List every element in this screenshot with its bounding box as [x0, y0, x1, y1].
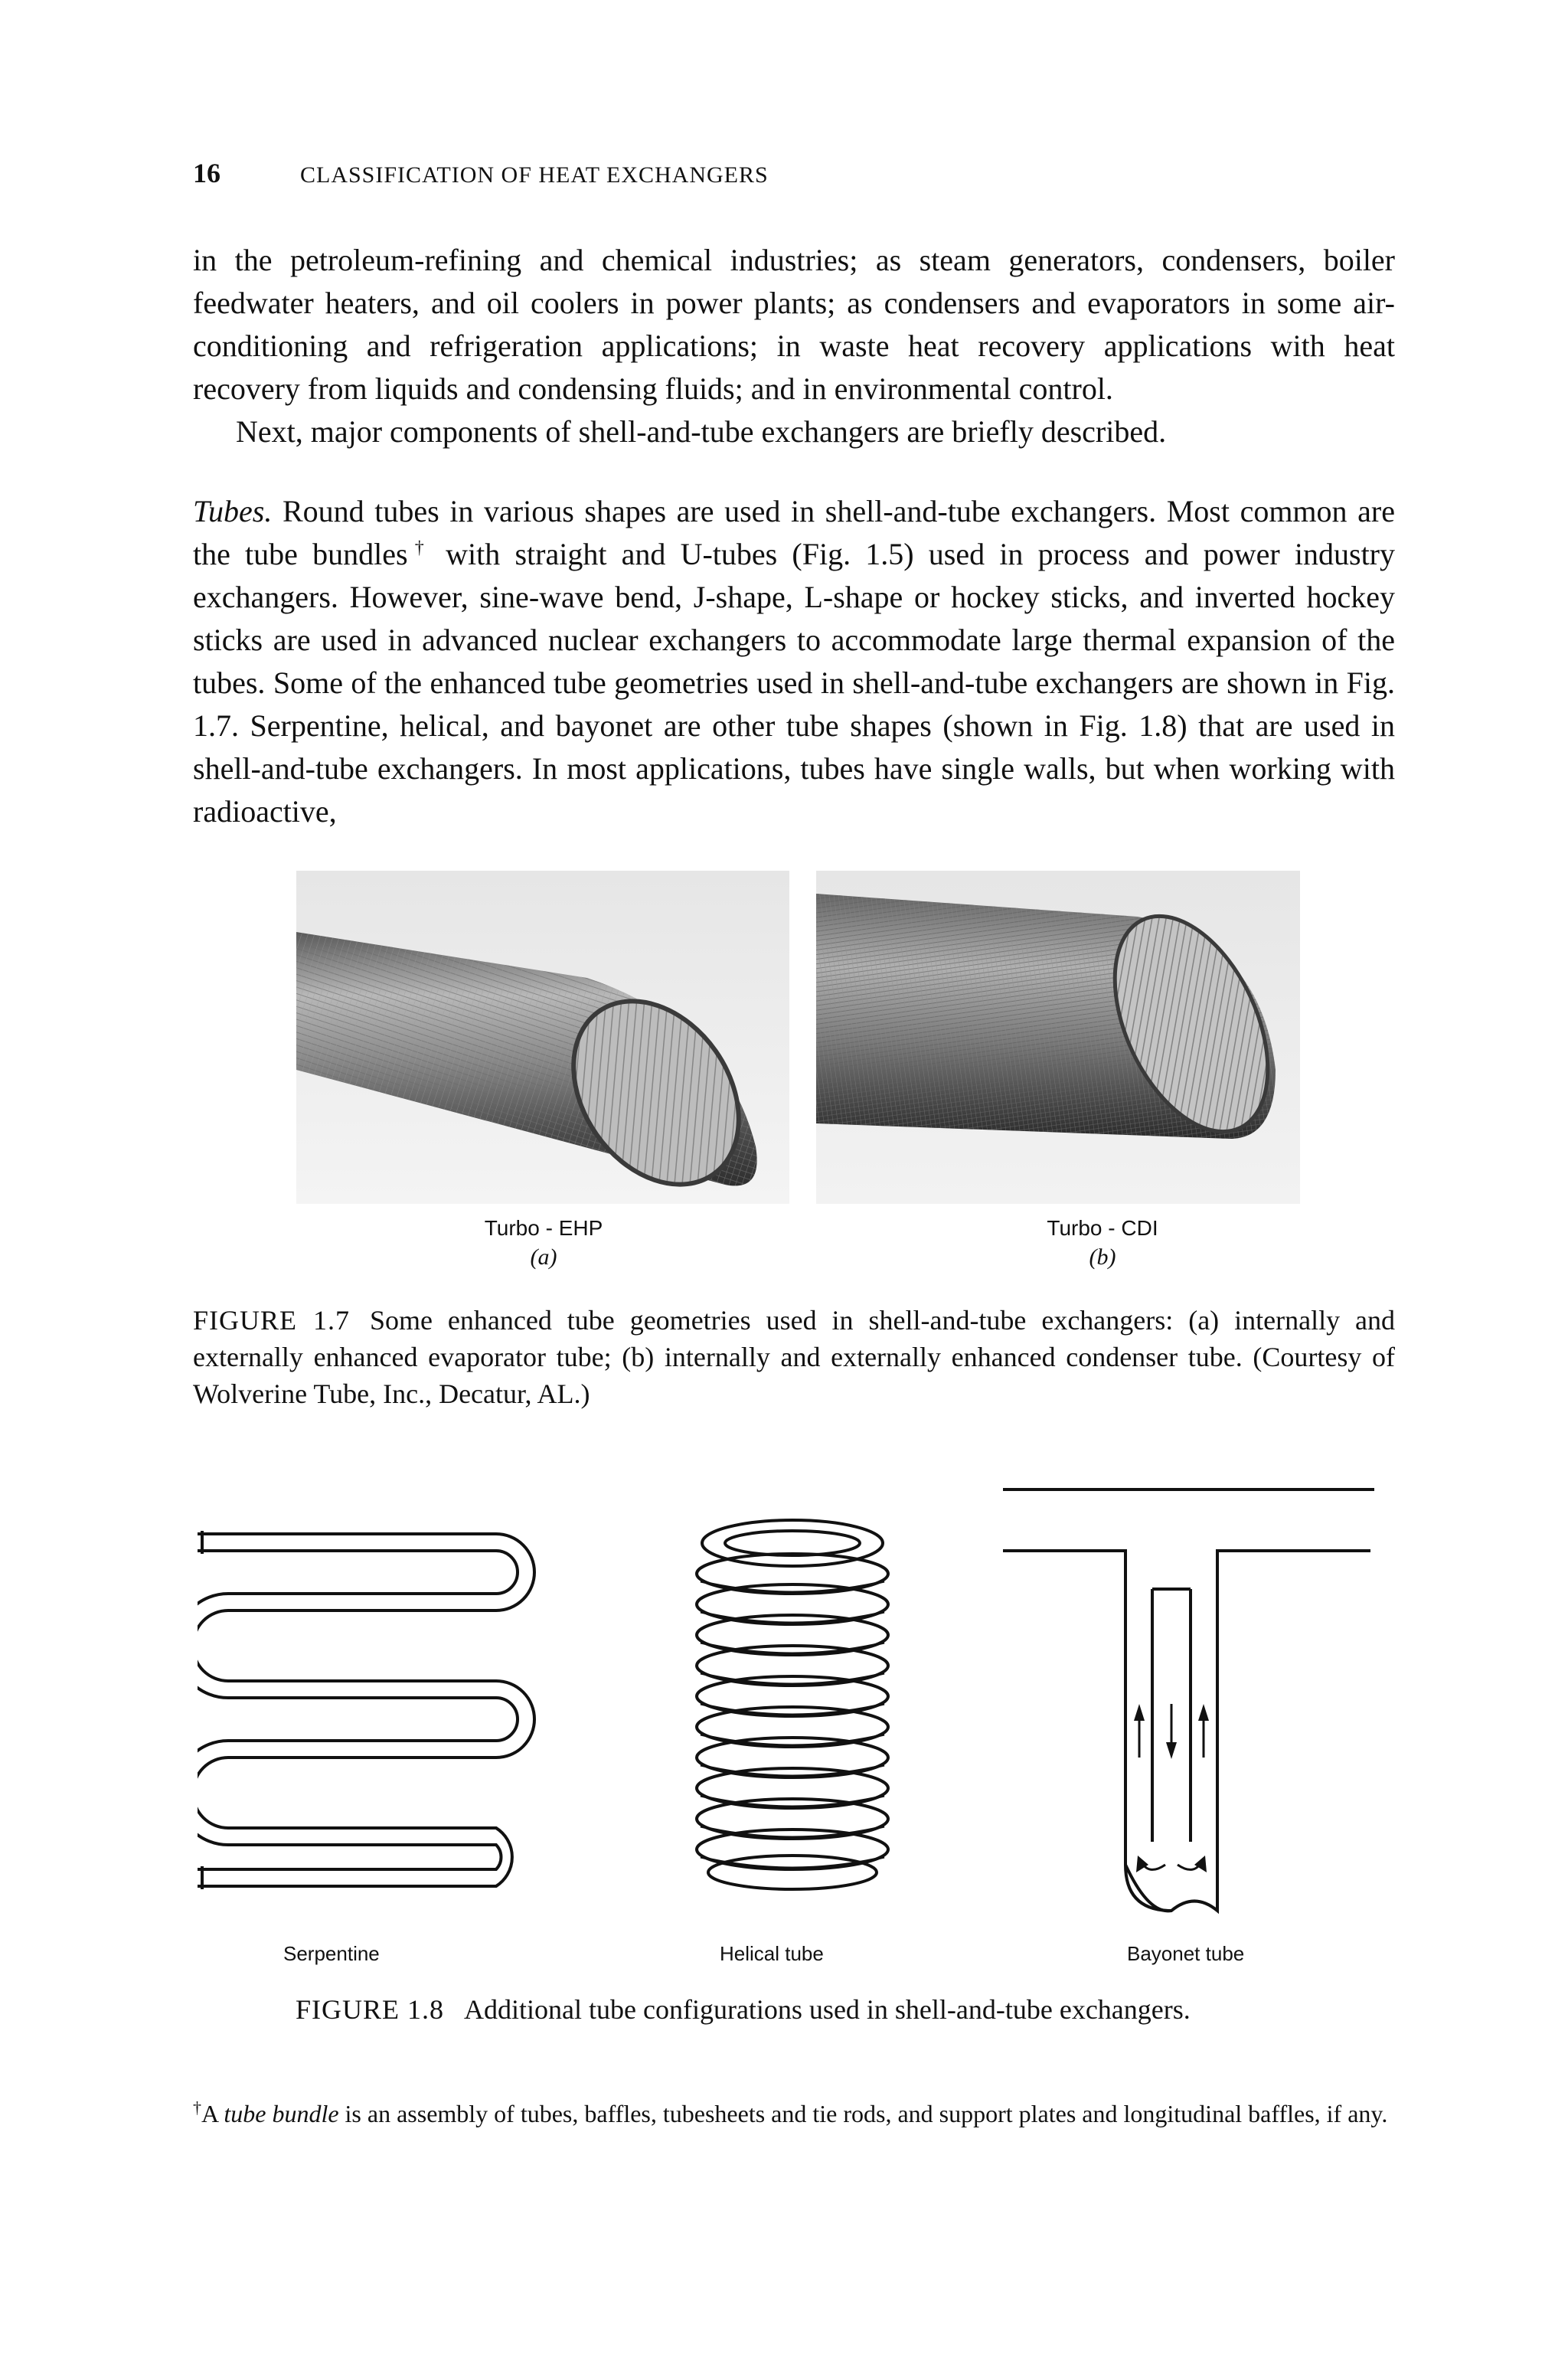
caption-text: Some enhanced tube geometries used in shell-and-tube exchangers: (a) internally and externally enhanced evaporator tube; (b) internally and externally enhanced condenser tube. (Courtesy of Wolverine Tube, Inc., Decatur, AL.) — [193, 1305, 1395, 1409]
running-head: CLASSIFICATION OF HEAT EXCHANGERS — [300, 162, 769, 188]
paragraph-text: with straight and U-tubes (Fig. 1.5) used in process and power industry exchangers. However, sine-wave bend, J-shape, L-shape or hockey sticks, and inverted hockey sticks are used in advanced nuclear exchangers to accommodate large thermal expansion of the tubes. Some of the enhanced tube geometries used in shell-and-tube exchangers are shown in Fig. 1.7. Serpentine, helical, and bayonet are other tube shapes (shown in Fig. 1.8) that are used in shell-and-tube exchangers. In most applications, tubes have single walls, but when working with radioactive, — [193, 537, 1395, 829]
figure-1-8-caption — [296, 1991, 1367, 2028]
subcaption-a-letter: (a) — [530, 1244, 557, 1270]
footnote-marker: † — [193, 2098, 201, 2117]
photo-turbo-cdi — [816, 871, 1300, 1204]
label-bayonet-tube: Bayonet tube — [1127, 1942, 1245, 1965]
paragraph-lead: Tubes. — [193, 494, 273, 528]
paragraph-text: Round tubes in various shapes are used in shell-and-tube exchangers. Most common are the tube bundles — [193, 494, 1395, 571]
footnote-text: A — [201, 2100, 224, 2127]
paragraph-text: in the petroleum-refining and chemical industries; as steam generators, condensers, boiler feedwater heaters, and oil coolers in power plants; as condensers and evaporators in some air-conditioning and refrigeration applications; in waste heat recovery applications with heat recovery from liquids and condensing fluids; and in environmental control. — [193, 243, 1395, 406]
paragraph-text: Next, major components of shell-and-tube exchangers are briefly described. — [236, 414, 1167, 449]
paragraph-applications — [193, 239, 1395, 453]
footnote-text: is an assembly of tubes, baffles, tubesheets and tie rods, and support plates and longitudinal baffles, if any. — [338, 2100, 1388, 2127]
subcaption-a — [429, 1214, 658, 1272]
figure-label: FIGURE 1.8 — [296, 1994, 445, 2025]
figure-label: FIGURE 1.7 — [193, 1305, 350, 1336]
serpentine-tube-diagram — [198, 1528, 551, 1892]
footnote-term: tube bundle — [224, 2100, 339, 2127]
subcaption-a-label: Turbo - EHP — [484, 1216, 603, 1240]
footnote — [193, 2097, 1395, 2130]
page-header — [193, 157, 769, 195]
footnote-marker: † — [407, 538, 431, 558]
caption-text: Additional tube configurations used in shell-and-tube exchangers. — [464, 1994, 1191, 2025]
subcaption-b-label: Turbo - CDI — [1047, 1216, 1158, 1240]
page-number: 16 — [193, 158, 220, 188]
figure-1-7-caption — [193, 1302, 1395, 1412]
label-serpentine: Serpentine — [283, 1942, 380, 1965]
subcaption-b — [988, 1214, 1217, 1272]
bayonet-tube-diagram — [995, 1482, 1378, 1926]
photo-turbo-ehp — [296, 871, 789, 1204]
subcaption-b-letter: (b) — [1089, 1244, 1116, 1270]
paragraph-tubes — [193, 490, 1395, 833]
label-helical-tube: Helical tube — [720, 1942, 824, 1965]
helical-tube-diagram — [685, 1512, 900, 1895]
